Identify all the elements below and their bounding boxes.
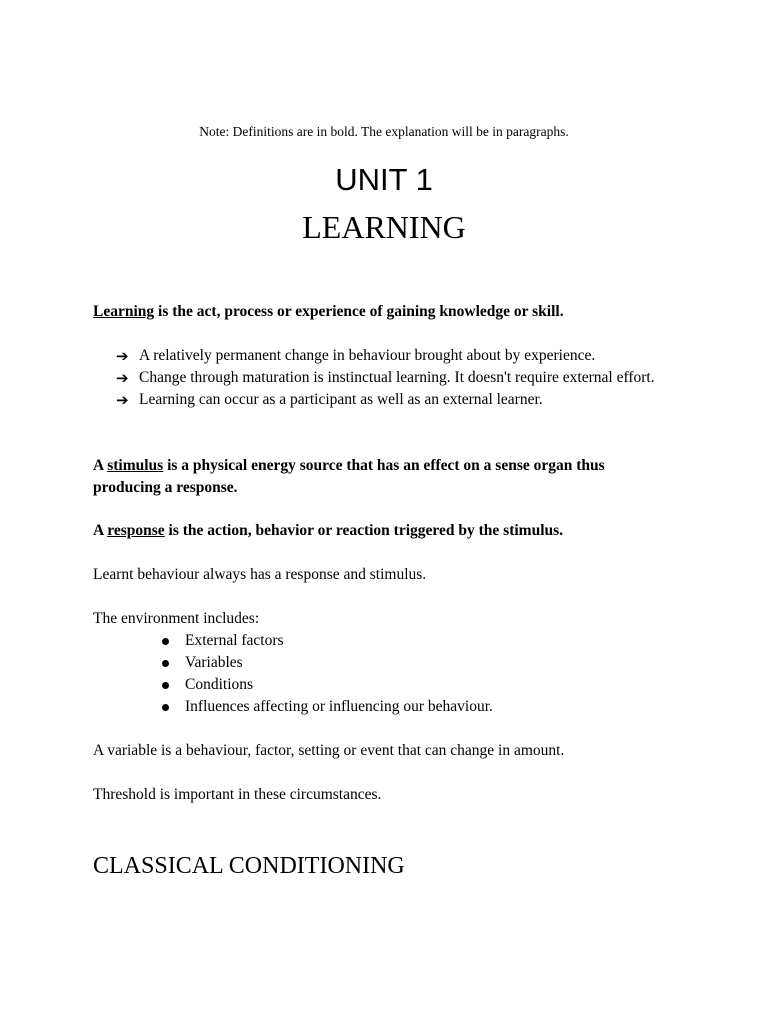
list-item [162,696,493,718]
response-definition-text: is the action, behavior or reaction triggered by the stimulus. [164,522,564,539]
stimulus-definition-text-line2: producing a response. [93,479,238,496]
list-item-text: Variables [185,654,243,671]
stimulus-term: stimulus [107,457,164,474]
learnt-behaviour-paragraph: Learnt behaviour always has a response and stimulus. [93,566,427,583]
list-item [116,345,676,367]
stimulus-definition-text: is a physical energy source that has an effect on a sense organ thus [163,457,605,474]
bullet-dot-icon [162,660,169,667]
list-item [162,652,493,674]
right-arrow-icon: ➔ [116,391,129,409]
list-item [162,674,493,696]
stimulus-prefix: A [93,457,108,474]
learning-term: Learning [93,303,155,320]
learning-points-list [116,345,676,411]
list-item-text: Change through maturation is instinctual learning. It doesn't require external effort. [139,369,655,386]
list-item-text: Conditions [185,676,254,693]
right-arrow-icon: ➔ [116,369,129,387]
unit-heading: UNIT 1 [335,162,433,197]
page-title: LEARNING [302,209,466,245]
bullet-dot-icon [162,638,169,645]
list-item-text: External factors [185,632,284,649]
response-prefix: A [93,522,108,539]
threshold-paragraph: Threshold is important in these circumstances. [93,786,382,803]
learning-definition-text: is the act, process or experience of gaining knowledge or skill. [154,303,564,320]
list-item [162,630,493,652]
list-item [116,367,676,389]
note-text: Note: Definitions are in bold. The explanation will be in paragraphs. [199,124,569,139]
right-arrow-icon: ➔ [116,347,129,365]
bullet-dot-icon [162,704,169,711]
stimulus-definition [93,455,605,499]
list-item [116,389,676,411]
variable-paragraph: A variable is a behaviour, factor, setting or event that can change in amount. [93,742,565,759]
list-item-text: A relatively permanent change in behaviour brought about by experience. [139,347,596,364]
response-term: response [107,522,165,539]
response-definition [93,520,563,542]
list-item-text: Influences affecting or influencing our behaviour. [185,698,493,715]
environment-intro: The environment includes: [93,610,260,627]
learning-definition [93,301,564,323]
list-item-text: Learning can occur as a participant as well as an external learner. [139,391,543,408]
environment-list [162,630,493,718]
bullet-dot-icon [162,682,169,689]
section-heading: CLASSICAL CONDITIONING [93,853,405,879]
